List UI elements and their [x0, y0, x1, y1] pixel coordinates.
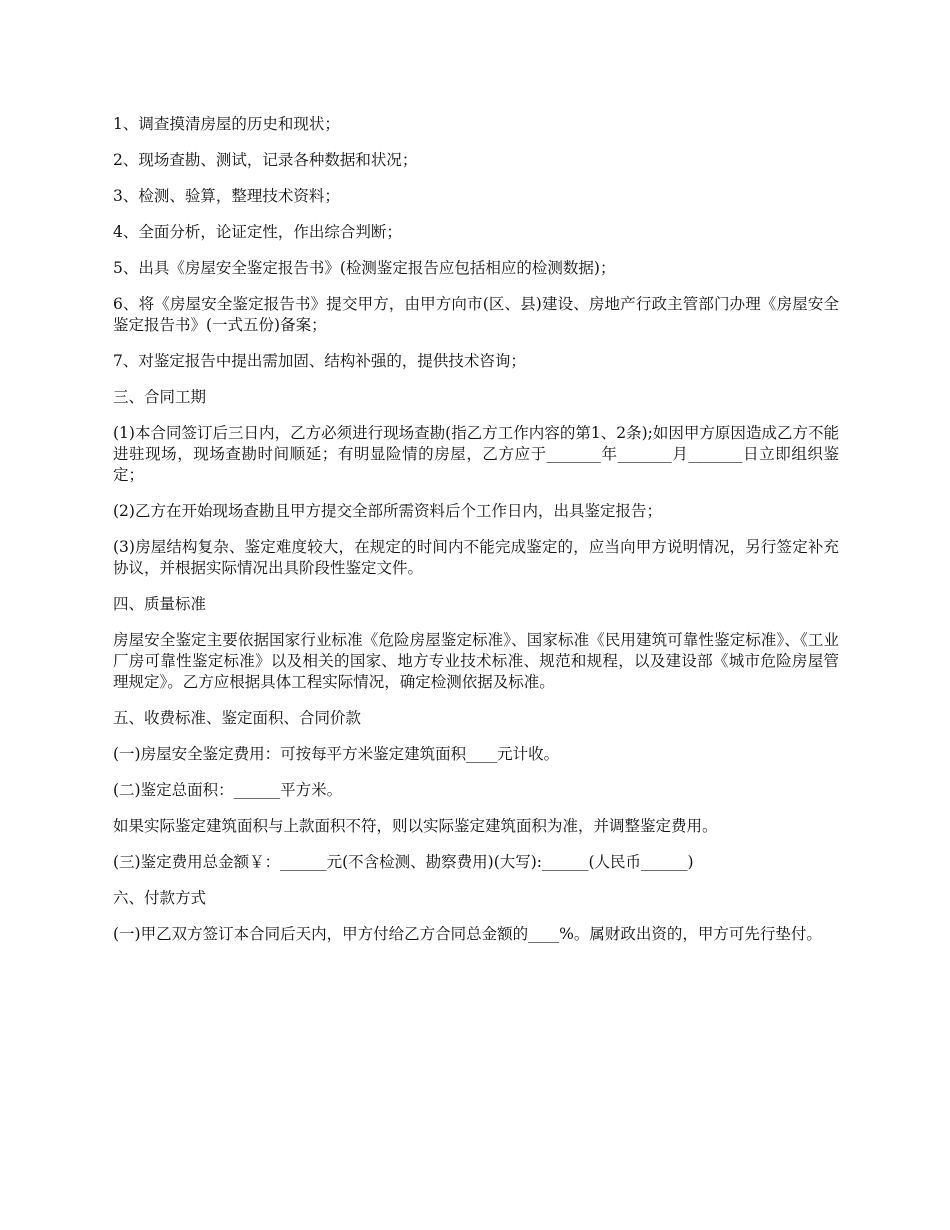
list-item: 6、将《房屋安全鉴定报告书》提交甲方，由甲方向市(区、县)建设、房地产行政主管部门办理《房屋安全鉴定报告书》(一式五份)备案； — [113, 295, 839, 334]
list-item: (二)鉴定总面积：______平方米。 — [113, 781, 343, 799]
list-item: 7、对鉴定报告中提出需加固、结构补强的，提供技术咨询； — [113, 352, 526, 370]
list-item: (一)甲乙双方签订本合同后天内，甲方付给乙方合同总金额的____%。属财政出资的，甲方可先行垫付。 — [113, 925, 822, 943]
list-item: (三)鉴定费用总金额￥：______元(不含检测、勘察费用)(大写):______(人民币______) — [113, 853, 694, 871]
list-item: (2)乙方在开始现场查勘且甲方提交全部所需资料后个工作日内，出具鉴定报告； — [113, 502, 662, 520]
list-item: 4、全面分析，论证定性，作出综合判断； — [113, 223, 402, 241]
list-item: 1、调查摸清房屋的历史和现状； — [113, 115, 340, 133]
document-page — [113, 114, 839, 960]
section-heading: 五、收费标准、鉴定面积、合同价款 — [113, 709, 362, 727]
list-item: (一)房屋安全鉴定费用：可按每平方米鉴定建筑面积____元计收。 — [113, 745, 560, 763]
section-heading: 三、合同工期 — [113, 388, 207, 406]
list-item: (3)房屋结构复杂、鉴定难度较大，在规定的时间内不能完成鉴定的，应当向甲方说明情况，另行签定补充协议，并根据实际情况出具阶段性鉴定文件。 — [113, 538, 839, 577]
section-heading: 六、付款方式 — [113, 889, 207, 907]
body-paragraph: 如果实际鉴定建筑面积与上款面积不符，则以实际鉴定建筑面积为准，并调整鉴定费用。 — [113, 817, 718, 835]
list-item: (1)本合同签订后三日内，乙方必须进行现场查勘(指乙方工作内容的第1、2条);如因甲方原因造成乙方不能进驻现场，现场查勘时间顺延；有明显险情的房屋，乙方应于_______年_______月_______日立即组织鉴定； — [113, 424, 839, 484]
section-heading: 四、质量标准 — [113, 595, 207, 613]
list-item: 5、出具《房屋安全鉴定报告书》(检测鉴定报告应包括相应的检测数据)； — [113, 259, 616, 277]
body-paragraph: 房屋安全鉴定主要依据国家行业标准《危险房屋鉴定标准》、国家标准《民用建筑可靠性鉴定标准》、《工业厂房可靠性鉴定标准》以及相关的国家、地方专业技术标准、规范和规程，以及建设部《城市危险房屋管理规定》。乙方应根据具体工程实际情况，确定检测依据及标准。 — [113, 631, 839, 691]
list-item: 3、检测、验算，整理技术资料； — [113, 187, 340, 205]
list-item: 2、现场查勘、测试，记录各种数据和状况； — [113, 151, 418, 169]
